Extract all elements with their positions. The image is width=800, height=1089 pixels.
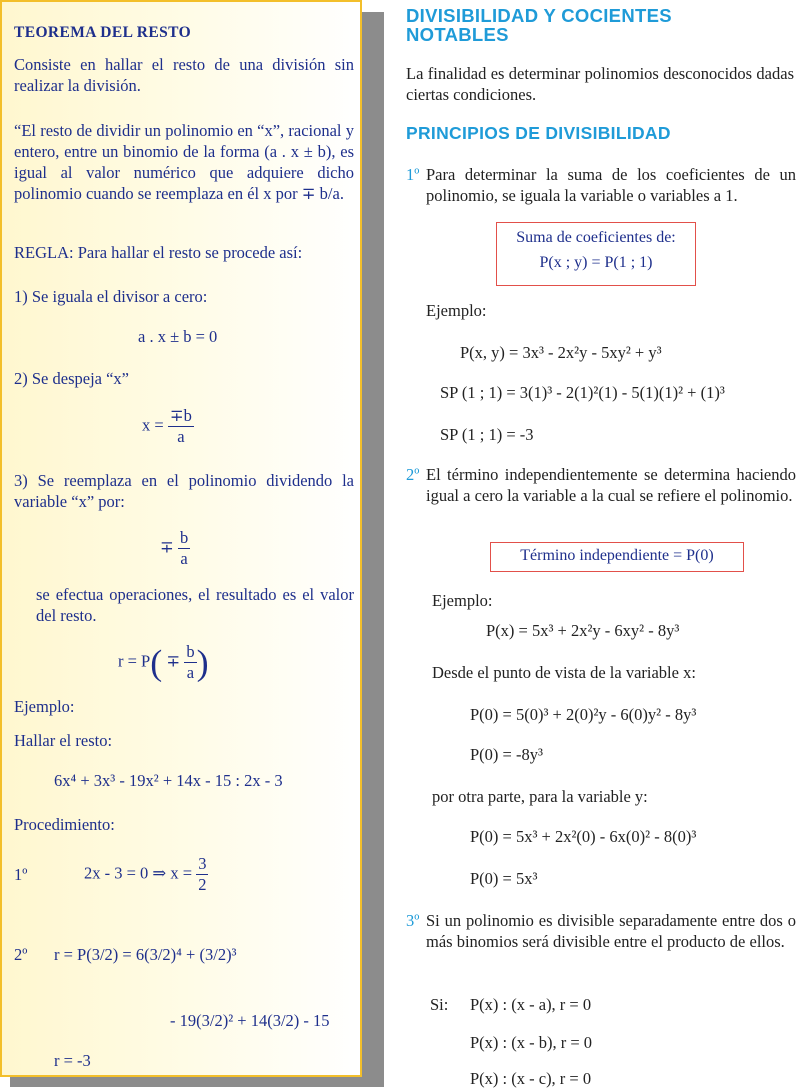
p1-num: 3	[198, 854, 207, 873]
condition-a: P(x) : (x - a), r = 0	[470, 995, 592, 1014]
condition-c: P(x) : (x - c), r = 0	[470, 1069, 592, 1088]
procedure-step-1-label: 1º	[14, 865, 28, 884]
example-label: Ejemplo:	[14, 697, 75, 716]
example-1-result: SP (1 ; 1) = -3	[440, 425, 534, 444]
example-1-sub: SP (1 ; 1) = 3(1)³ - 2(1)²(1) - 5(1)(1)² + (1)³	[440, 383, 725, 402]
rule-label: REGLA	[14, 243, 69, 262]
principle-3	[406, 910, 796, 952]
p1-eq-text: 2x - 3 = 0 ⇒ x =	[84, 863, 193, 883]
subsection-title: PRINCIPIOS DE DIVISIBILIDAD	[406, 123, 671, 143]
example-2-y-view: por otra parte, para la variable y:	[432, 787, 648, 806]
sum-of-coefficients-box	[496, 222, 696, 286]
division-expression: 6x⁴ + 3x³ - 19x² + 14x - 15 : 2x - 3	[54, 771, 283, 790]
eq3-den: a	[180, 549, 188, 568]
section-title-line-2: NOTABLES	[406, 24, 509, 45]
box1-line-2: P(x ; y) = P(1 ; 1)	[539, 254, 653, 271]
equation-divisor-zero: a . x ± b = 0	[138, 327, 218, 346]
eq2-lhs: x =	[142, 415, 164, 435]
equation-remainder: r = P( ∓ $\frac{b}{a}$ )	[118, 642, 209, 683]
eq2-num: ∓b	[169, 406, 192, 425]
find-remainder-label: Hallar el resto:	[14, 731, 113, 750]
eq3-num: b	[179, 528, 189, 547]
example-1-poly: P(x, y) = 3x³ - 2x²y - 5xy² + y³	[460, 343, 662, 362]
procedure-step-1-eq	[84, 854, 208, 895]
theorem-statement: “El resto de dividir un polinomio en “x”, racional y entero, entre un binomio de la forma (a . x ± b), es igual al valor numérico que adquiere dicho polinomio cuando se reemplaza en él x por ∓ b/a.	[14, 121, 354, 203]
eq4-num: b	[186, 642, 195, 661]
theorem-title: TEOREMA DEL RESTO	[14, 24, 192, 41]
box1-line-1: Suma de coeficientes de:	[516, 229, 676, 246]
example-2-label: Ejemplo:	[432, 591, 493, 610]
equation-solve-x	[142, 406, 194, 447]
theorem-intro: Consiste en hallar el resto de una división sin realizar la división.	[14, 55, 354, 95]
condition-b: P(x) : (x - b), r = 0	[470, 1033, 593, 1052]
principle-1-text: Para determinar la suma de los coeficientes de un polinomio, se iguala la variable o variables a 1.	[426, 165, 796, 205]
procedure-step-2-label: 2º	[14, 945, 28, 964]
procedure-step-2-eq: r = P(3/2) = 6(3/2)⁴ + (3/2)³	[54, 945, 237, 964]
principle-1	[406, 164, 796, 206]
example-2-sub-y: P(0) = 5x³ + 2x²(0) - 6x(0)² - 8(0)³	[470, 827, 697, 846]
remainder-theorem-box	[0, 0, 362, 1077]
principle-2-text: El término independientemente se determina haciendo igual a cero la variable a la cual se refiere el polinomio.	[426, 465, 796, 505]
eq4-fraction	[184, 642, 196, 683]
procedure-step-2-cont: - 19(3/2)² + 14(3/2) - 15	[170, 1011, 330, 1030]
independent-term-box: Término independiente = P(0)	[490, 542, 744, 572]
if-label: Si:	[430, 995, 449, 1014]
step-3-result: se efectua operaciones, el resultado es el valor del resto.	[36, 585, 354, 625]
step-2: 2) Se despeja “x”	[14, 369, 129, 388]
rule-text: : Para hallar el resto se procede así:	[69, 243, 303, 262]
eq4-lhs: r = P	[118, 651, 151, 671]
eq3-sign: ∓	[160, 537, 174, 557]
principle-2-number: 2º	[406, 465, 420, 484]
example-2-result-y: P(0) = 5x³	[470, 869, 538, 888]
eq2-fraction	[168, 406, 194, 447]
section-intro: La finalidad es determinar polinomios desconocidos dadas ciertas condiciones.	[406, 64, 794, 104]
eq4-den: a	[186, 663, 195, 682]
p1-den: 2	[198, 875, 207, 894]
step-3: 3) Se reemplaza en el polinomio dividendo la variable “x” por:	[14, 471, 354, 511]
example-1-label: Ejemplo:	[426, 301, 487, 320]
equation-substitute	[160, 528, 190, 569]
eq4-sign: ∓	[166, 651, 181, 671]
eq3-fraction	[178, 528, 190, 569]
example-2-poly: P(x) = 5x³ + 2x²y - 6xy² - 8y³	[486, 621, 680, 640]
example-2-result-x: P(0) = -8y³	[470, 745, 543, 764]
principle-3-text: Si un polinomio es divisible separadamente entre dos o más binomios será divisible entre el producto de ellos.	[426, 911, 796, 951]
principle-2	[406, 464, 796, 506]
principle-3-number: 3º	[406, 911, 420, 930]
final-result: r = -3	[54, 1051, 91, 1070]
example-2-sub-x: P(0) = 5(0)³ + 2(0)²y - 6(0)y² - 8y³	[470, 705, 697, 724]
section-title-line-1: DIVISIBILIDAD Y COCIENTES	[406, 5, 672, 26]
rule-line	[14, 242, 302, 263]
eq2-den: a	[177, 427, 185, 446]
p1-fraction	[196, 854, 208, 895]
step-1: 1) Se iguala el divisor a cero:	[14, 287, 208, 306]
principle-1-number: 1º	[406, 165, 420, 184]
example-2-x-view: Desde el punto de vista de la variable x:	[432, 663, 696, 682]
procedure-label: Procedimiento:	[14, 815, 115, 834]
section-title	[406, 6, 672, 44]
